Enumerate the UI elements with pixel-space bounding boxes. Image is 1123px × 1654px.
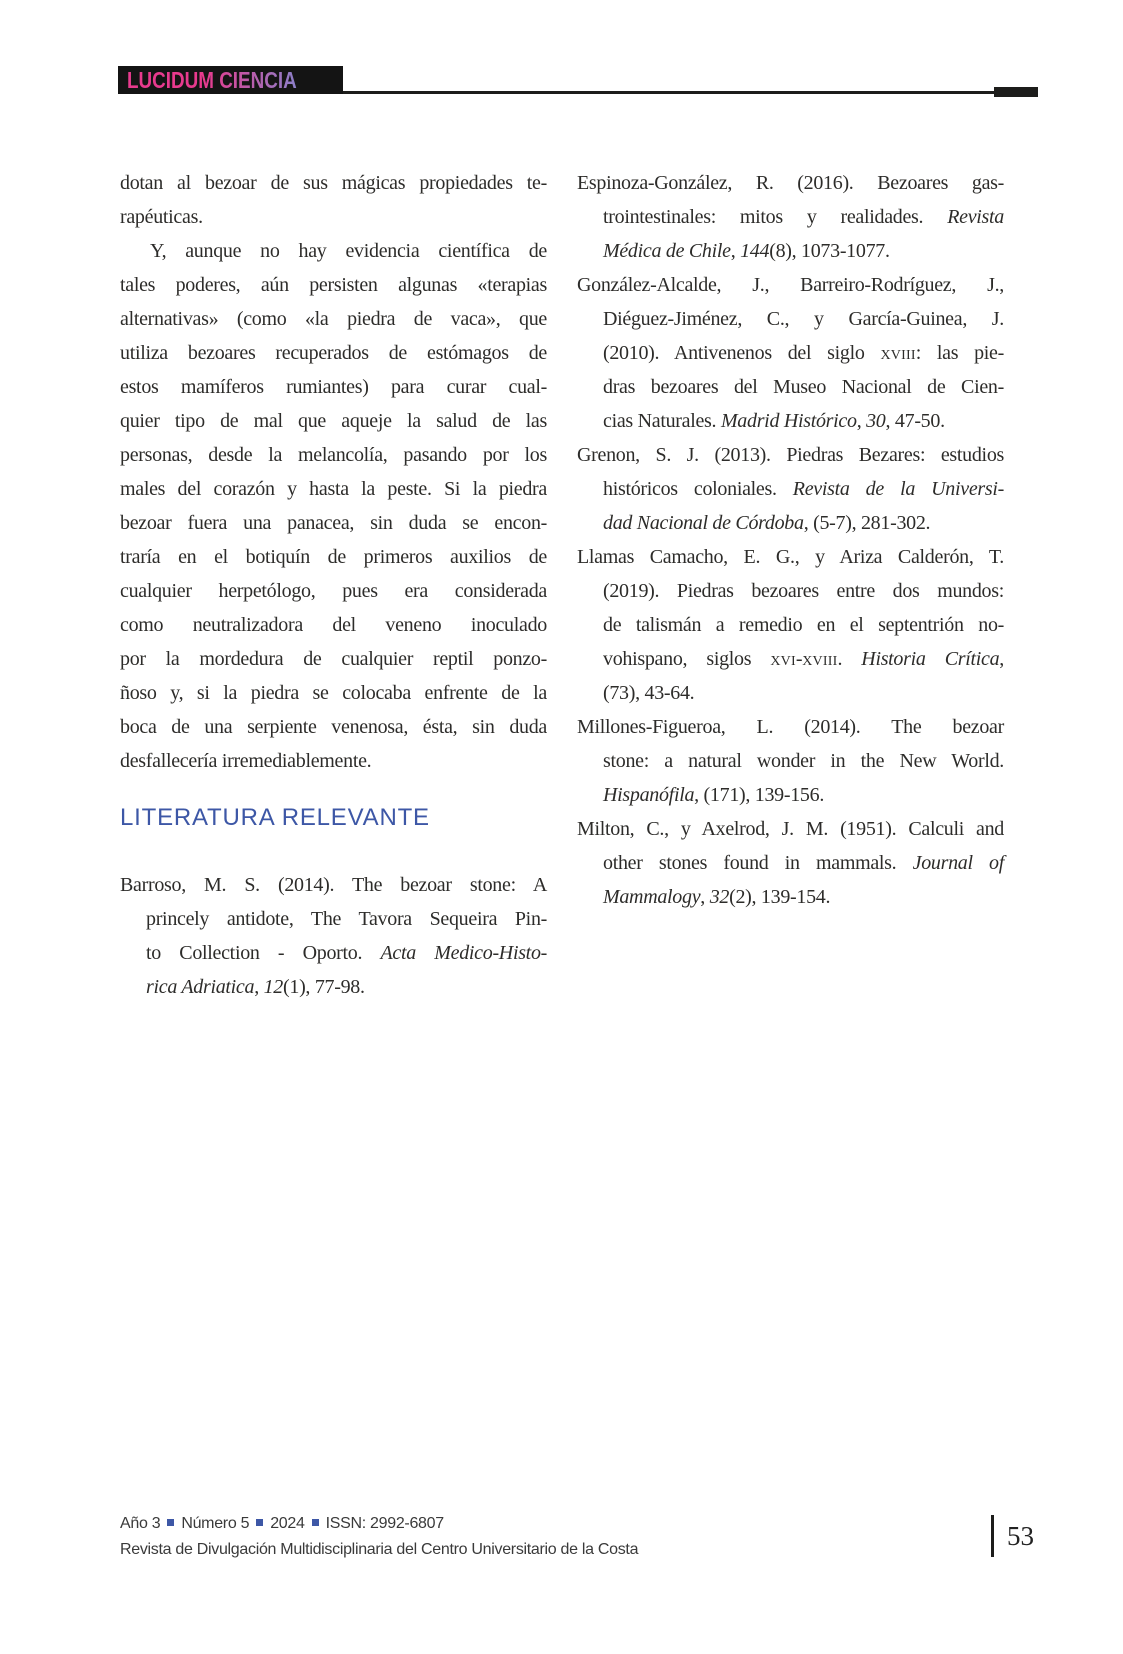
text-line: (2019). Piedras bezoares entre dos mundos: xyxy=(603,580,1004,602)
reference-entry xyxy=(120,868,547,1004)
reference-entry xyxy=(577,268,1004,438)
footer-info xyxy=(120,1510,638,1562)
header-accent-bar xyxy=(994,87,1038,97)
text-line: to Collection - Oporto. Acta Medico-Histo- xyxy=(146,942,548,964)
section-heading: LITERATURA RELEVANTE xyxy=(120,804,430,831)
text-line: utiliza bezoares recuperados de estómagos de xyxy=(120,342,547,364)
text-line: Llamas Camacho, E. G., y Ariza Calderón, T. xyxy=(577,546,1004,568)
text-line: Espinoza-González, R. (2016). Bezoares gas- xyxy=(577,172,1004,194)
reference-entry xyxy=(577,812,1004,914)
text-line: históricos coloniales. Revista de la Universi- xyxy=(603,478,1004,500)
text-line: Médica de Chile, 144(8), 1073-1077. xyxy=(603,240,890,262)
text-line: alternativas» (como «la piedra de vaca», que xyxy=(120,308,547,330)
text-line: quier tipo de mal que aqueje la salud de las xyxy=(120,410,547,432)
text-line: cualquier herpetólogo, pues era considerada xyxy=(120,580,547,602)
paragraph xyxy=(120,234,547,778)
text-line: bezoar fuera una panacea, sin duda se encon- xyxy=(120,512,547,534)
text-line: de talismán a remedio en el septentrión no- xyxy=(603,614,1004,636)
text-line: stone: a natural wonder in the New World. xyxy=(603,750,1004,772)
text-line: dras bezoares del Museo Nacional de Cien- xyxy=(603,376,1004,398)
reference-entry xyxy=(577,166,1004,268)
text-line: Milton, C., y Axelrod, J. M. (1951). Calculi and xyxy=(577,818,1004,840)
text-line: González-Alcalde, J., Barreiro-Rodríguez, J., xyxy=(577,274,1004,296)
text-line: princely antidote, The Tavora Sequeira Pin- xyxy=(146,908,547,930)
issue-year: Año 3 xyxy=(120,1515,161,1532)
text-line: Grenon, S. J. (2013). Piedras Bezares: estudios xyxy=(577,444,1004,466)
text-line: por la mordedura de cualquier reptil ponzo- xyxy=(120,648,547,670)
brand-logo xyxy=(118,66,343,94)
reference-entry xyxy=(577,540,1004,710)
text-line: Barroso, M. S. (2014). The bezoar stone: A xyxy=(120,874,547,896)
text-line: ñoso y, si la piedra se colocaba enfrente de la xyxy=(120,682,547,704)
text-line: rica Adriatica, 12(1), 77-98. xyxy=(146,976,365,998)
text-line: (73), 43-64. xyxy=(603,682,695,704)
text-line: males del corazón y hasta la peste. Si la piedra xyxy=(120,478,547,500)
page-number-block xyxy=(991,1515,1034,1557)
text-line: Millones-Figueroa, L. (2014). The bezoar xyxy=(577,716,1004,738)
text-line: tales poderes, aún persisten algunas «terapias xyxy=(120,274,547,296)
text-line: other stones found in mammals. Journal of xyxy=(603,852,1004,874)
issue-number: Número 5 xyxy=(181,1515,250,1532)
issue-info xyxy=(120,1510,638,1538)
reference-entry xyxy=(577,438,1004,540)
paragraph xyxy=(120,166,547,234)
bullet-icon xyxy=(256,1519,263,1526)
text-line: Diéguez-Jiménez, C., y García-Guinea, J. xyxy=(603,308,1004,330)
text-line: vohispano, siglos xvi-xviii. Historia Crítica, xyxy=(603,648,1004,670)
text-line: boca de una serpiente venenosa, ésta, sin duda xyxy=(120,716,547,738)
text-line: traría en el botiquín de primeros auxilios de xyxy=(120,546,547,568)
text-line: estos mamíferos rumiantes) para curar cual- xyxy=(120,376,547,398)
text-line: cias Naturales. Madrid Histórico, 30, 47-50. xyxy=(603,410,945,432)
page-number: 53 xyxy=(1007,1520,1034,1551)
bullet-icon xyxy=(167,1519,174,1526)
text-line: dotan al bezoar de sus mágicas propiedades te- xyxy=(120,172,547,194)
right-column xyxy=(577,166,1004,914)
text-line: trointestinales: mitos y realidades. Revista xyxy=(603,206,1004,228)
text-line: desfallecería irremediablemente. xyxy=(120,750,372,772)
issue-date: 2024 xyxy=(270,1515,305,1532)
text-line: (2010). Antivenenos del siglo xviii: las pie- xyxy=(603,342,1004,364)
text-line: Hispanófila, (171), 139-156. xyxy=(603,784,825,806)
journal-name: Revista de Divulgación Multidisciplinaria del Centro Universitario de la Costa xyxy=(120,1541,639,1558)
text-line: rapéuticas. xyxy=(120,206,203,228)
issue-issn: ISSN: 2992-6807 xyxy=(325,1515,444,1532)
page-number-divider xyxy=(991,1515,994,1557)
text-line: Mammalogy, 32(2), 139-154. xyxy=(603,886,831,908)
left-column xyxy=(120,166,547,1004)
text-line: personas, desde la melancolía, pasando por los xyxy=(120,444,547,466)
text-line: Y, aunque no hay evidencia científica de xyxy=(150,240,547,262)
reference-entry xyxy=(577,710,1004,812)
bullet-icon xyxy=(312,1519,319,1526)
brand-logo-text: LUCIDUM CIENCIA xyxy=(127,66,297,93)
text-line: como neutralizadora del veneno inoculado xyxy=(120,614,547,636)
text-line: dad Nacional de Córdoba, (5-7), 281-302. xyxy=(603,512,931,534)
